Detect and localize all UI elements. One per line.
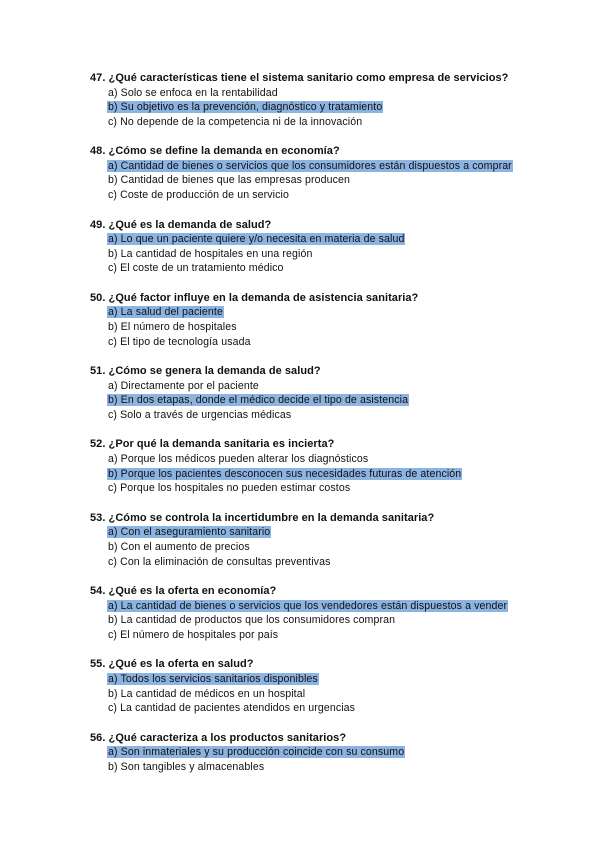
answer-option bbox=[90, 247, 560, 262]
answer-option-text: b) Son tangibles y almacenables bbox=[108, 760, 265, 773]
answer-option-text: b) Su objetivo es la prevención, diagnóstico y tratamiento bbox=[108, 101, 383, 114]
answer-option-text: c) Porque los hospitales no pueden estimar costos bbox=[108, 482, 351, 495]
question-block bbox=[90, 657, 560, 730]
answer-option-text: c) El tipo de tecnología usada bbox=[108, 335, 251, 348]
answer-options bbox=[90, 379, 560, 423]
question-title: 53. ¿Cómo se controla la incertidumbre en la demanda sanitaria? bbox=[90, 511, 435, 524]
question-block bbox=[90, 144, 560, 217]
answer-option-highlighted bbox=[90, 672, 560, 687]
question-block bbox=[90, 218, 560, 291]
answer-option-highlighted bbox=[90, 305, 560, 320]
question-title: 48. ¿Cómo se define la demanda en economía? bbox=[90, 145, 340, 158]
answer-option-highlighted bbox=[90, 599, 560, 614]
answer-option-highlighted bbox=[90, 100, 560, 115]
question-block bbox=[90, 291, 560, 364]
answer-option-text: a) Cantidad de bienes o servicios que los consumidores están dispuestos a comprar bbox=[108, 159, 512, 172]
question-list bbox=[90, 71, 560, 804]
answer-option bbox=[90, 261, 560, 276]
answer-option bbox=[90, 701, 560, 716]
answer-options bbox=[90, 232, 560, 276]
answer-option bbox=[90, 687, 560, 702]
answer-options bbox=[90, 525, 560, 569]
answer-option-text: c) La cantidad de pacientes atendidos en urgencias bbox=[108, 702, 356, 715]
answer-options bbox=[90, 305, 560, 349]
answer-option-text: c) No depende de la competencia ni de la innovación bbox=[108, 115, 363, 128]
answer-option-text: a) Con el aseguramiento sanitario bbox=[108, 526, 271, 539]
answer-option bbox=[90, 379, 560, 394]
question-block bbox=[90, 437, 560, 510]
answer-option-highlighted bbox=[90, 525, 560, 540]
answer-options bbox=[90, 599, 560, 643]
answer-option-highlighted bbox=[90, 232, 560, 247]
answer-option bbox=[90, 188, 560, 203]
answer-option-text: b) La cantidad de hospitales en una región bbox=[108, 247, 313, 260]
answer-option-text: a) La salud del paciente bbox=[108, 306, 223, 319]
answer-option bbox=[90, 540, 560, 555]
answer-option bbox=[90, 320, 560, 335]
answer-option-text: b) El número de hospitales bbox=[108, 321, 237, 334]
answer-option bbox=[90, 86, 560, 101]
answer-options bbox=[90, 159, 560, 203]
answer-option-text: a) Porque los médicos pueden alterar los diagnósticos bbox=[108, 453, 369, 466]
question-title: 50. ¿Qué factor influye en la demanda de asistencia sanitaria? bbox=[90, 291, 419, 304]
question-title: 47. ¿Qué características tiene el sistema sanitario como empresa de servicios? bbox=[90, 72, 509, 84]
answer-option-text: b) Cantidad de bienes que las empresas producen bbox=[108, 174, 351, 187]
answer-option-text: c) Solo a través de urgencias médicas bbox=[108, 408, 292, 421]
answer-option-text: a) La cantidad de bienes o servicios que los vendedores están dispuestos a vender bbox=[108, 599, 508, 612]
question-block bbox=[90, 71, 560, 144]
answer-option bbox=[90, 481, 560, 496]
question-title: 49. ¿Qué es la demanda de salud? bbox=[90, 218, 272, 231]
answer-option-text: c) Con la eliminación de consultas preventivas bbox=[108, 555, 331, 568]
question-title: 54. ¿Qué es la oferta en economía? bbox=[90, 585, 277, 598]
answer-option bbox=[90, 613, 560, 628]
answer-option-text: a) Lo que un paciente quiere y/o necesita en materia de salud bbox=[108, 233, 405, 246]
answer-option-text: a) Solo se enfoca en la rentabilidad bbox=[108, 86, 278, 99]
answer-option-text: a) Son inmateriales y su producción coincide con su consumo bbox=[108, 746, 405, 759]
answer-option-highlighted bbox=[90, 467, 560, 482]
answer-option bbox=[90, 760, 560, 775]
question-title: 52. ¿Por qué la demanda sanitaria es incierta? bbox=[90, 438, 335, 451]
answer-option bbox=[90, 452, 560, 467]
answer-option bbox=[90, 408, 560, 423]
question-block bbox=[90, 584, 560, 657]
answer-options bbox=[90, 672, 560, 716]
answer-option-text: c) El coste de un tratamiento médico bbox=[108, 262, 284, 275]
answer-option-text: b) Con el aumento de precios bbox=[108, 540, 250, 553]
answer-option-highlighted bbox=[90, 393, 560, 408]
answer-option bbox=[90, 628, 560, 643]
answer-option-text: b) La cantidad de productos que los consumidores compran bbox=[108, 614, 396, 627]
answer-option-text: b) En dos etapas, donde el médico decide el tipo de asistencia bbox=[108, 394, 409, 407]
answer-option-text: a) Todos los servicios sanitarios disponibles bbox=[108, 672, 318, 685]
question-title: 56. ¿Qué caracteriza a los productos sanitarios? bbox=[90, 731, 347, 744]
answer-option bbox=[90, 335, 560, 350]
answer-option-text: c) El número de hospitales por país bbox=[108, 628, 279, 641]
question-title: 55. ¿Qué es la oferta en salud? bbox=[90, 658, 254, 671]
answer-option-text: c) Coste de producción de un servicio bbox=[108, 189, 289, 202]
question-block bbox=[90, 731, 560, 804]
answer-option bbox=[90, 555, 560, 570]
answer-options bbox=[90, 745, 560, 774]
answer-option-text: b) La cantidad de médicos en un hospital bbox=[108, 687, 306, 700]
question-block bbox=[90, 364, 560, 437]
answer-option-text: b) Porque los pacientes desconocen sus necesidades futuras de atención bbox=[108, 467, 462, 480]
answer-option bbox=[90, 173, 560, 188]
answer-option bbox=[90, 115, 560, 130]
answer-option-highlighted bbox=[90, 159, 560, 174]
answer-options bbox=[90, 86, 560, 130]
answer-options bbox=[90, 452, 560, 496]
answer-option-text: a) Directamente por el paciente bbox=[108, 379, 259, 392]
answer-option-highlighted bbox=[90, 745, 560, 760]
question-block bbox=[90, 511, 560, 584]
question-title: 51. ¿Cómo se genera la demanda de salud? bbox=[90, 365, 321, 378]
